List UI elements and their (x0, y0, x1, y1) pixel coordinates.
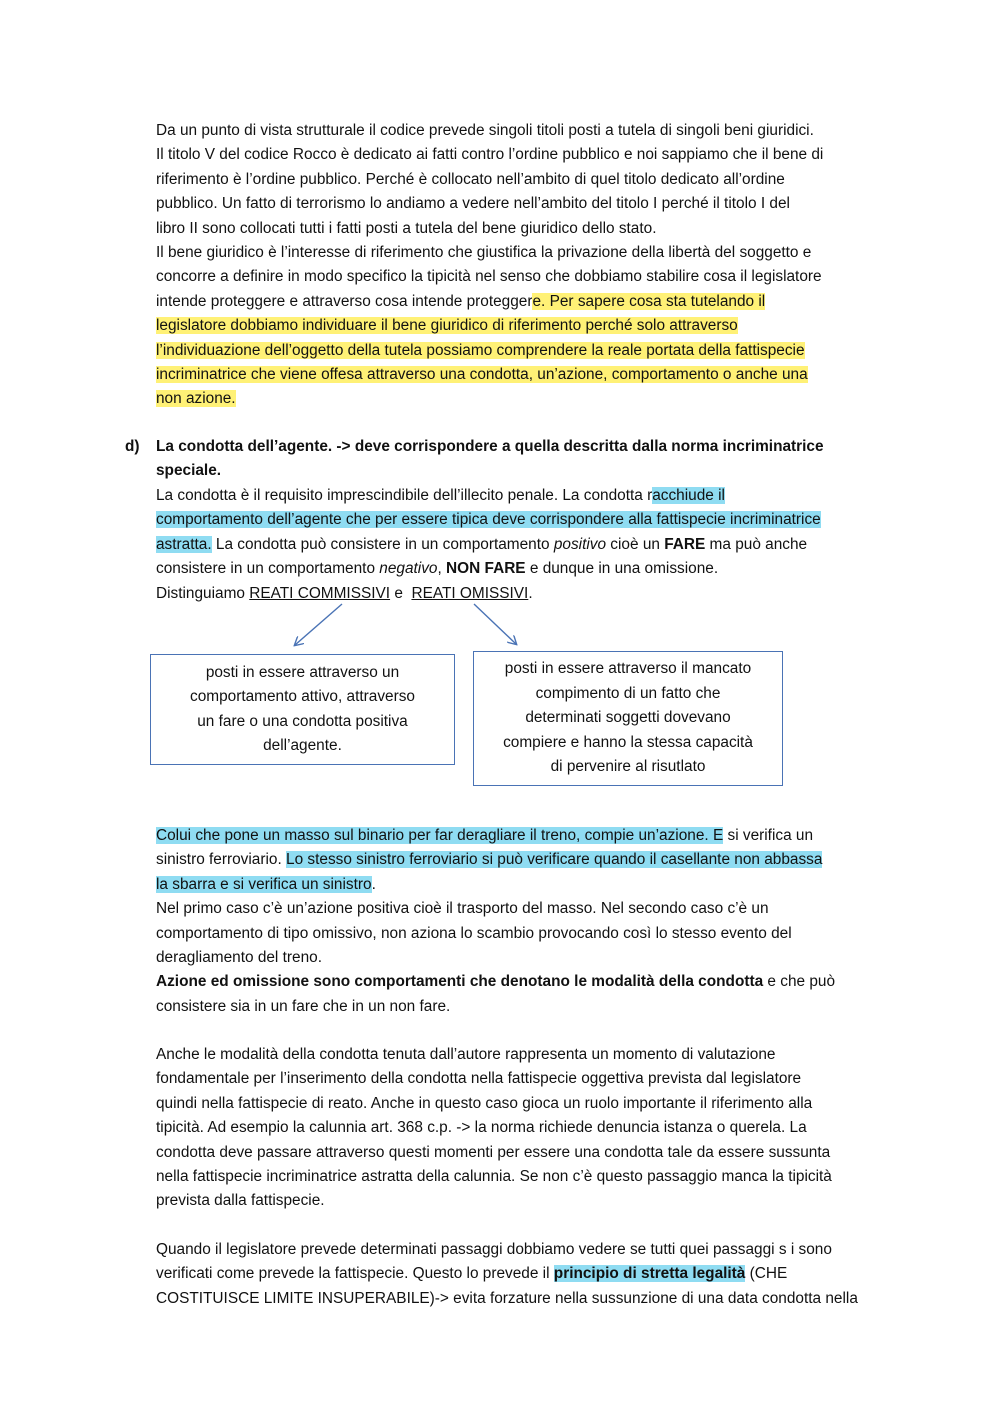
bold-term: NON FARE (446, 560, 526, 578)
text-line (156, 1262, 904, 1286)
text-line: nella fattispecie incriminatrice astratta della calunnia. Se non c’è questo passaggio manca la tipicità (156, 1167, 832, 1185)
yellow-highlight: legislatore dobbiamo individuare il bene giuridico di riferimento perché solo attraverso (156, 317, 738, 335)
text-line: prevista dalla fattispecie. (156, 1192, 325, 1210)
text-run: cioè un (606, 535, 665, 553)
text-line: fondamentale per l’inserimento della condotta nella fattispecie oggettiva prevista dal legislatore (156, 1070, 802, 1088)
italic-term: negativo (379, 560, 438, 578)
text-run: consistere in un comportamento (156, 560, 380, 578)
blue-highlight-bold: principio di stretta legalità (553, 1265, 746, 1283)
text-run: . (528, 584, 533, 602)
paragraph-esempio-treno (156, 824, 904, 1019)
yellow-highlight: e. Per sapere cosa sta tutelando il (532, 292, 766, 310)
blue-highlight: comportamento dell’agente che per essere tipica deve corrispondere alla fattispecie incriminatrice (156, 511, 821, 529)
text-line: Il titolo V del codice Rocco è dedicato ai fatti contro l’ordine pubblico e noi sappiamo che il bene di (156, 146, 824, 164)
yellow-highlight: non azione. (156, 390, 236, 408)
arrow-to-right-box (474, 604, 516, 644)
section-title-continued: speciale. (156, 462, 222, 480)
text-run: e dunque in una omissione. (525, 560, 719, 578)
text-line: concorre a definire in modo specifico la tipicità nel senso che dobbiamo stabilire cosa il legislatore (156, 268, 822, 286)
text-line: Quando il legislatore prevede determinati passaggi dobbiamo vedere se tutti quei passaggi s i sono (156, 1241, 832, 1258)
bold-phrase: Azione ed omissione sono comportamenti che denotano le modalità della condotta (156, 973, 764, 991)
text-line: Da un punto di vista strutturale il codice prevede singoli titoli posti a tutela di singoli beni giuridici. (156, 122, 814, 139)
box-line: posti in essere attraverso il mancato (504, 660, 752, 678)
text-line: consistere sia in un fare che in un non fare. (156, 997, 451, 1015)
text-line (156, 848, 904, 872)
reati-omissivi-box (473, 651, 783, 786)
box-line: determinati soggetti dovevano (525, 709, 731, 727)
text-run: La condotta è il requisito imprescindibile dell’illecito penale. La condotta r (156, 487, 653, 504)
text-run: ma può anche (705, 535, 808, 553)
text-run: si verifica un (723, 827, 814, 844)
text-line: COSTITUISCE LIMITE INSUPERABILE)-> evita forzature nella sussunzione di una data condotta nella (156, 1289, 858, 1307)
text-line: deragliamento del treno. (156, 948, 322, 966)
box-line: comportamento attivo, attraverso (190, 688, 415, 706)
paragraph-stretta-legalita (156, 1238, 904, 1311)
text-line (156, 824, 904, 848)
yellow-highlight: incriminatrice che viene offesa attraverso una condotta, un’azione, comportamento o anche una (156, 365, 808, 383)
list-label: d) (125, 438, 140, 455)
text-line (156, 970, 904, 994)
text-run: verificati come prevede la fattispecie. Questo lo prevede il (156, 1265, 554, 1283)
text-line: Nel primo caso c’è un’azione positiva cioè il trasporto del masso. Nel secondo caso c’è un (156, 900, 769, 918)
text-run: e che può (763, 973, 836, 991)
reati-commissivi-term: REATI COMMISSIVI (249, 584, 391, 602)
box-line: un fare o una condotta positiva (197, 712, 408, 730)
text-line: Anche le modalità della condotta tenuta dall’autore rappresenta un momento di valutazione (156, 1046, 776, 1063)
text-line: riferimento è l’ordine pubblico. Perché è collocato nell’ambito di quel titolo dedicato all’ordine (156, 170, 785, 188)
text-line: quindi nella fattispecie di reato. Anche in questo caso gioca un ruolo importante il riferimento alla (156, 1094, 813, 1112)
reati-omissivi-term: REATI OMISSIVI (411, 584, 529, 602)
box-line: dell’agente. (263, 736, 342, 754)
text-run: intende proteggere e attraverso cosa intende protegger (156, 292, 533, 310)
box-line: di pervenire al risutlato (550, 758, 706, 776)
yellow-highlight: l’individuazione dell’oggetto della tutela possiamo comprendere la reale portata della fattispecie (156, 341, 805, 359)
text-line: condotta deve passare attraverso questi momenti per essere una condotta tale da essere sussunta (156, 1143, 831, 1161)
text-run: e (390, 584, 412, 602)
paragraph-modalita-condotta (156, 1043, 904, 1214)
text-line: libro II sono collocati tutti i fatti posti a tutela del bene giuridico dello stato. (156, 219, 657, 237)
text-line: comportamento di tipo omissivo, non aziona lo scambio provocando così lo stesso evento del (156, 924, 792, 942)
text-run: , (437, 560, 447, 578)
blue-highlight: acchiude il (652, 487, 725, 504)
text-line (156, 873, 904, 897)
blue-highlight: Colui che pone un masso sul binario per far deragliare il treno, compie un’azione. E (156, 827, 724, 844)
box-line: posti in essere attraverso un (205, 663, 400, 681)
blue-highlight: astratta. (156, 535, 212, 553)
text-run: Distinguiamo (156, 584, 250, 602)
text-run: sinistro ferroviario. (156, 851, 287, 869)
section-title: La condotta dell’agente. -> deve corrispondere a quella descritta dalla norma incriminatrice (156, 438, 824, 455)
arrow-to-left-box (295, 604, 342, 645)
text-line: pubblico. Un fatto di terrorismo lo andiamo a vedere nell’ambito del titolo I perché il titolo I del (156, 195, 790, 213)
box-line: compimento di un fatto che (535, 684, 721, 702)
text-run: (CHE (745, 1265, 788, 1283)
text-run: La condotta può consistere in un comportamento (211, 535, 554, 553)
blue-highlight: la sbarra e si verifica un sinistro (156, 875, 372, 893)
bold-term: FARE (664, 535, 706, 553)
text-run: . (371, 875, 376, 893)
italic-term: positivo (553, 535, 607, 553)
blue-highlight: Lo stesso sinistro ferroviario si può verificare quando il casellante non abbassa (286, 851, 823, 869)
reati-commissivi-box (150, 654, 455, 765)
box-line: compiere e hanno la stessa capacità (503, 733, 753, 751)
text-line: Il bene giuridico è l’interesse di riferimento che giustifica la privazione della libertà del soggetto e (156, 243, 812, 261)
text-line: tipicità. Ad esempio la calunnia art. 368 c.p. -> la norma richiede denuncia istanza o querela. La (156, 1119, 807, 1137)
